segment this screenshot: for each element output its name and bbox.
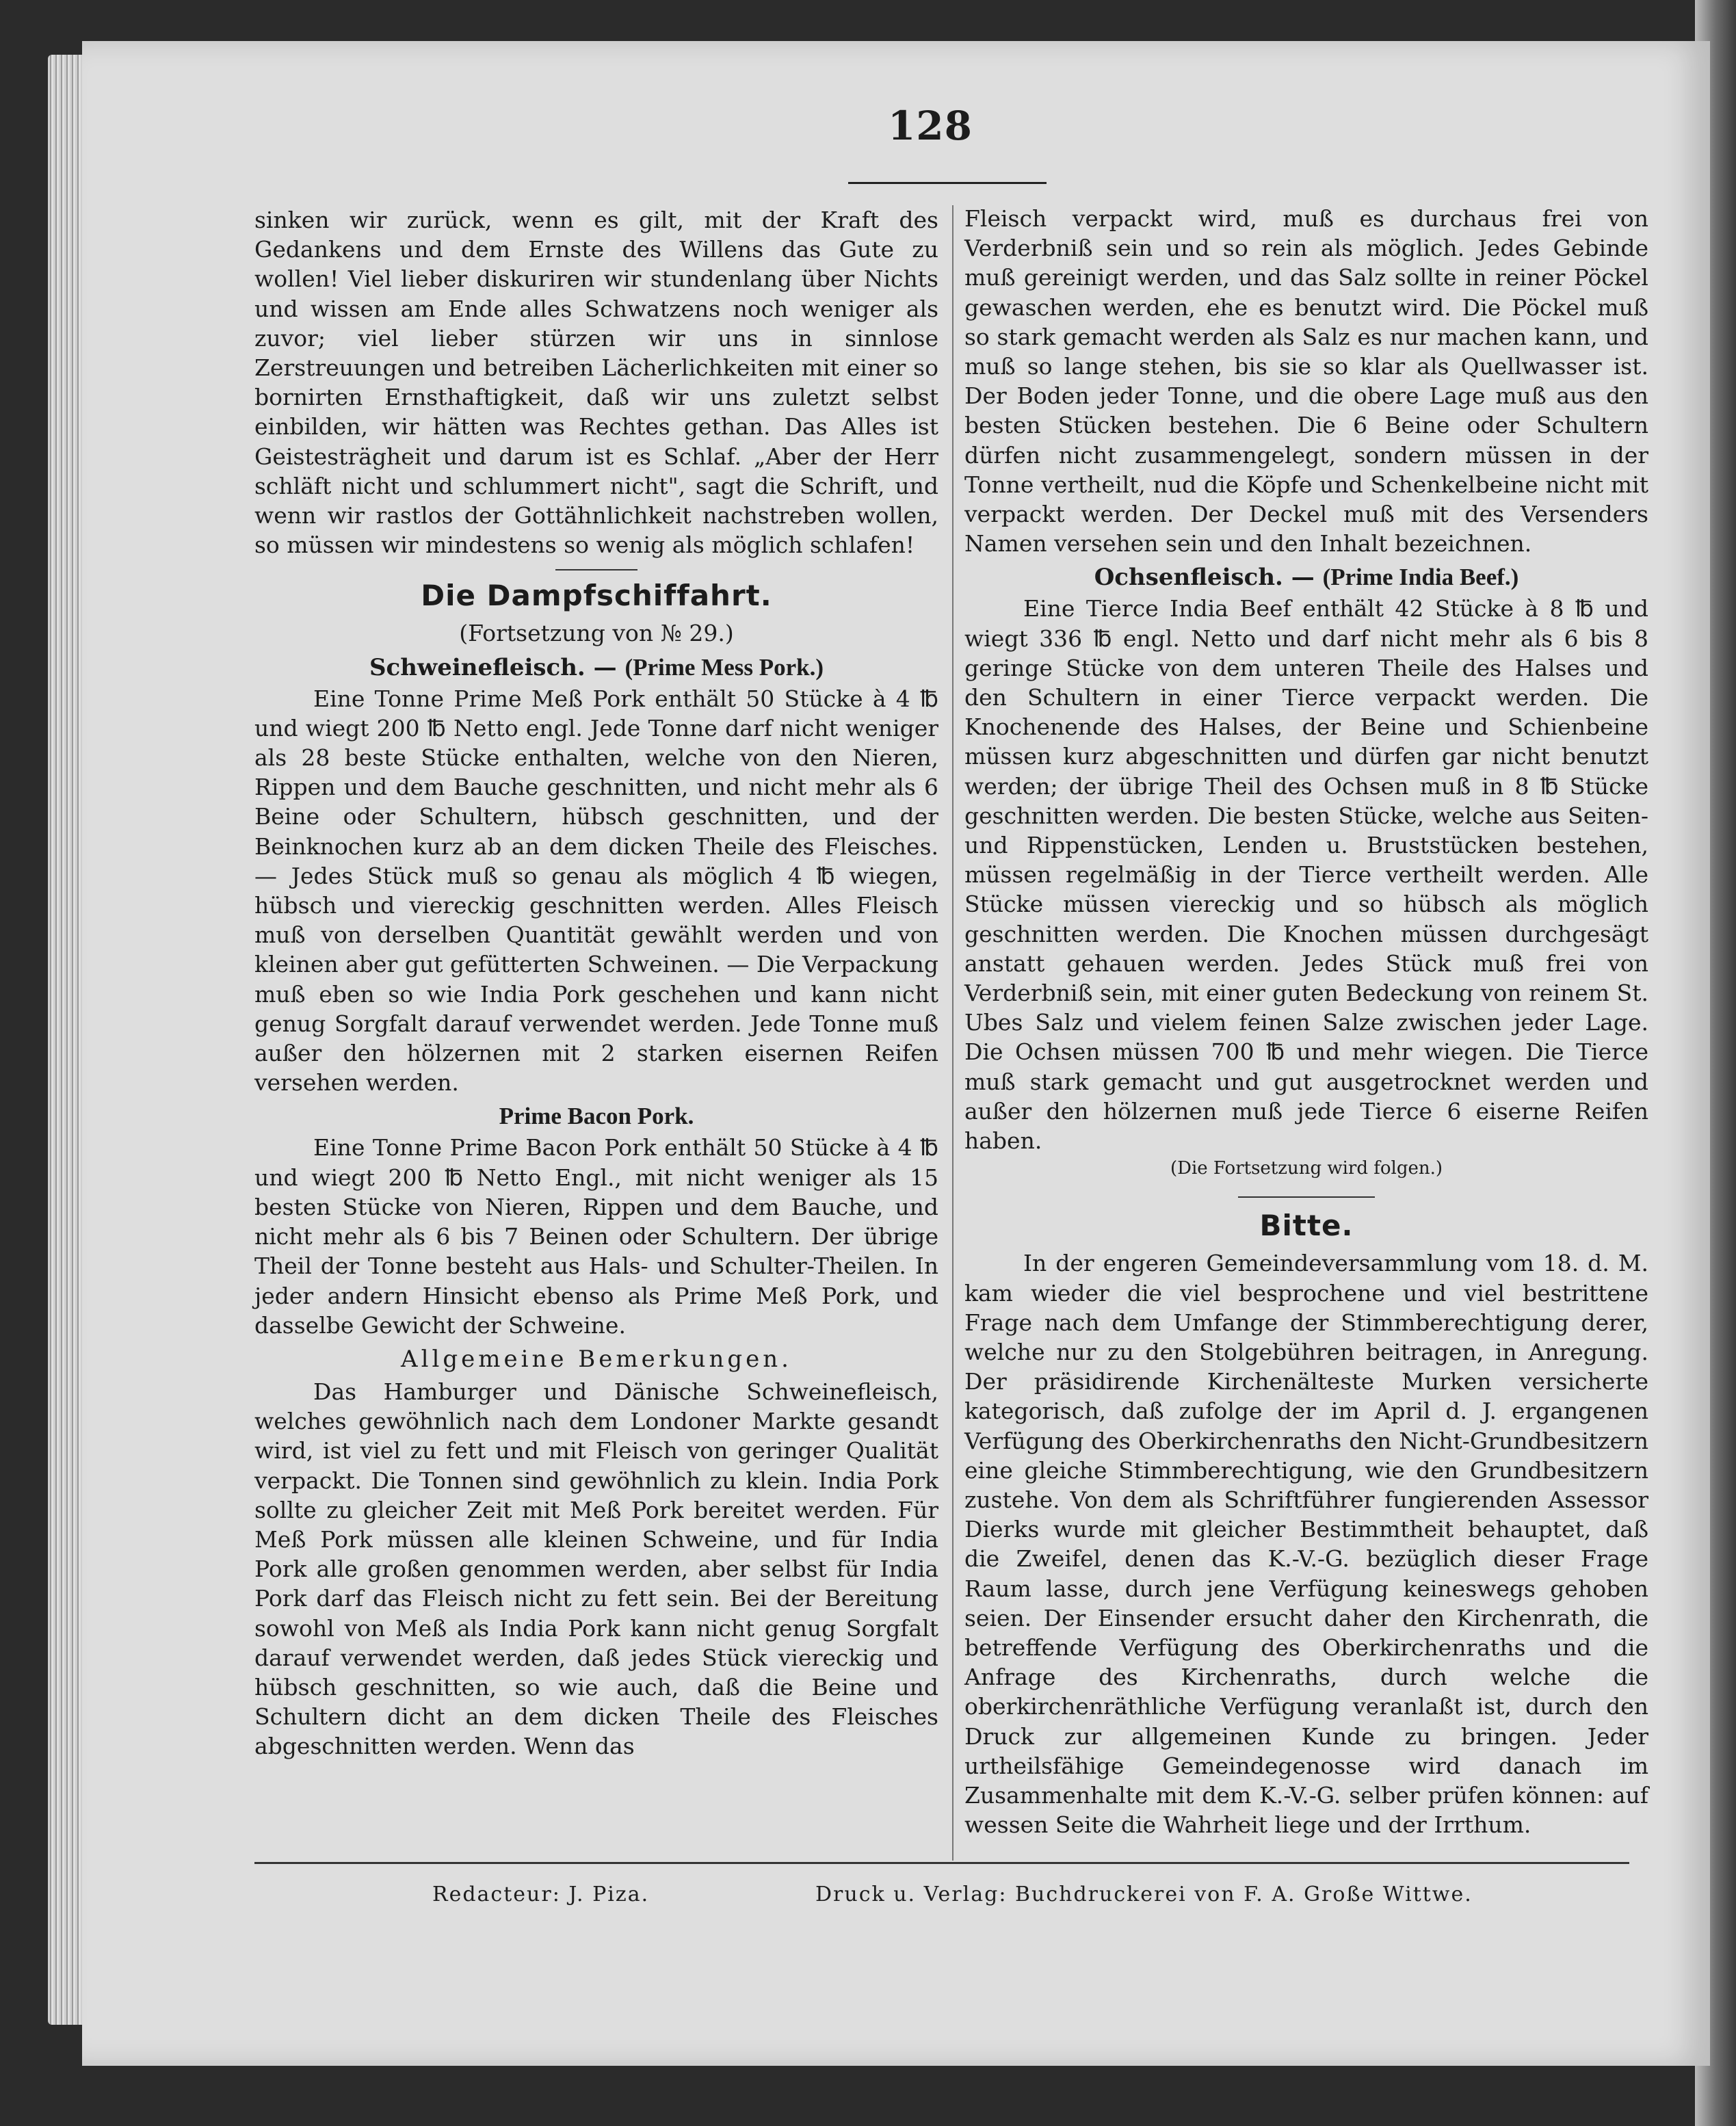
section-divider xyxy=(555,569,637,570)
page-number: 128 xyxy=(887,103,973,149)
article-subtitle: (Fortsetzung von № 29.) xyxy=(459,620,734,647)
column-divider xyxy=(952,205,954,1861)
section-paragraph: Eine Tonne Prime Bacon Pork enthält 50 Stücke à 4 ℔ und wiegt 200 ℔ Netto Engl., mit nicht weniger als 15 besten Stücke von Nieren, Rippen und dem Bauche, und nicht mehr als 6 bis 7 Beinen oder Schultern. Der übrige Theil der Tonne besteht aus Hals- und Schulter-Theilen. In jeder andern Hinsicht ebenso als Prime Meß Pork, und dasselbe Gewicht der Schweine. xyxy=(254,1134,938,1339)
continued-note: (Die Fortsetzung wird folgen.) xyxy=(1170,1158,1443,1179)
notice-title: Bitte. xyxy=(1259,1209,1354,1243)
article-title: Die Dampfschiffahrt. xyxy=(421,579,772,613)
section-paragraph: Das Hamburger und Dänische Schweinefleisch, welches gewöhnlich nach dem Londoner Markte gesandt wird, ist viel zu fett und mit Fleisch von geringer Qualität verpackt. Die Tonnen sind gewöhnlich zu klein. India Pork sollte zu gleicher Zeit mit Meß Pork bereitet werden. Für Meß Pork müssen alle kleinen Schweine, und für India Pork alle großen genommen werden, aber selbst für India Pork darf das Fleisch nicht zu fett sein. Bei der Bereitung sowohl von Meß als India Pork kann nicht genug Sorgfalt darauf verwendet werden, daß jedes Stück viereckig und hübsch geschnitten, so wie auch, daß die Beine und Schultern dicht an dem dicken Theile des Fleisches abgeschnitten werden. Wenn das xyxy=(254,1378,938,1760)
section-heading-en: Prime Bacon Pork. xyxy=(499,1103,694,1130)
continuation-paragraph: Fleisch verpackt wird, muß es durchaus frei von Verderbniß sein und so rein als möglich. Jedes Gebinde muß gereinigt werden, und das Salz sollte in reiner Pöckel gewaschen werden, ehe es benutzt wird. Die Pöckel muß so stark gemacht werden als Salz es nur machen kann, und muß so lange stehen, bis sie so klar als Quellwasser ist. Der Boden jeder Tonne, und die obere Lage muß aus den besten Stücken bestehen. Die 6 Beine oder Schultern dürfen nicht zusammengelegt, sondern müssen in der Tonne vertheilt, nud die Köpfe und Schenkelbeine nicht mit verpackt werden. Der Deckel muß mit des Versenders Namen versehen sein und den Inhalt bezeichnen. xyxy=(964,205,1648,557)
right-column xyxy=(964,204,1648,1839)
printer-credit: Druck u. Verlag: Buchdruckerei von F. A. Große Wittwe. xyxy=(815,1882,1473,1906)
section-heading-beef xyxy=(964,562,1648,592)
section-heading-bacon xyxy=(254,1101,938,1131)
section-paragraph: Eine Tonne Prime Meß Pork enthält 50 Stücke à 4 ℔ und wiegt 200 ℔ Netto engl. Jede Tonne darf nicht weniger als 28 beste Stücke enthalten, welche von den Nieren, Rippen und dem Bauche geschnitten, und nicht mehr als 6 Beine oder Schultern, hübsch geschnitten, und der Beinknochen kurz ab an dem dicken Theile des Fleisches. — Jedes Stück muß so genau als möglich 4 ℔ wiegen, hübsch und viereckig geschnitten werden. Alles Fleisch muß von derselben Quantität gewählt werden und von kleinen aber gut gefütterten Schweinen. — Die Verpackung muß eben so wie India Pork geschehen und kann nicht genug Sorgfalt darauf verwendet werden. Jede Tonne muß außer den hölzernen mit 2 starken eisernen Reifen versehen werden. xyxy=(254,685,938,1097)
footer-rule xyxy=(254,1862,1629,1864)
left-column xyxy=(254,205,938,1761)
section-heading-de: Ochsenfleisch. — xyxy=(1094,564,1315,592)
header-rule xyxy=(848,182,1047,184)
section-paragraph: Eine Tierce India Beef enthält 42 Stücke à 8 ℔ und wiegt 336 ℔ engl. Netto und darf nicht mehr als 6 bis 8 geringe Stücke von dem unteren Theile des Halses und den Schultern in einer Tierce verpackt werden. Die Knochenende des Halses, der Beine und Schienbeine müssen kurz abgeschnitten und dürfen gar nicht benutzt werden; der übrige Theil des Ochsen muß in 8 ℔ Stücke geschnitten werden. Die besten Stücke, welche aus Seiten- und Rippenstücken, Lenden u. Bruststücken bestehen, müssen regelmäßig in der Tierce vertheilt werden. Alle Stücke müssen viereckig und so hübsch als möglich geschnitten werden. Die Knochen müssen durchgesägt anstatt gehauen werden. Jedes Stück muß frei von Verderbniß sein, mit einer guten Bedeckung von reinem St. Ubes Salz und vielem feinen Salze zwischen jeder Lage. Die Ochsen müssen 700 ℔ und mehr wiegen. Die Tierce muß stark gemacht und gut ausgetrocknet werden und außer den hölzernen muß jede Tierce 6 eiserne Reifen haben. xyxy=(964,595,1648,1155)
section-heading-en: (Prime India Beef.) xyxy=(1322,564,1519,591)
section-heading-de: Schweinefleisch. — xyxy=(369,653,617,681)
editor-credit: Redacteur: J. Piza. xyxy=(432,1882,650,1906)
section-heading-pork xyxy=(254,653,938,683)
notice-paragraph: In der engeren Gemeindeversammlung vom 18. d. M. kam wieder die viel besprochene und viel bestrittene Frage nach dem Umfange der Stimmberechtigung derer, welche nur zu den Stolgebühren beitragen, in Anregung. Der präsidirende Kirchenälteste Murken versicherte kategorisch, daß zufolge der im April d. J. ergangenen Verfügung des Oberkirchenraths den Nicht-Grundbesitzern eine gleiche Stimmberechtigung, wie den Grundbesitzern zustehe. Von dem als Schriftführer fungierenden Assessor Dierks wurde mit gleicher Bestimmtheit behauptet, daß die Zweifel, denen das K.-V.-G. bezüglich dieser Frage Raum lasse, durch jene Verfügung keineswegs gehoben seien. Der Einsender ersucht daher den Kirchenrath, die betreffende Verfügung des Oberkirchenraths und die Anfrage des Kirchenraths, durch welche die oberkirchenräthliche Verfügung veranlaßt ist, durch den Druck zur allgemeinen Kunde zu bringen. Jeder urtheilsfähige Gemeindegenosse wird danach im Zusammenhalte mit dem K.-V.-G. selber prüfen können: auf wessen Seite die Wahrheit liege und der Irrthum. xyxy=(964,1250,1648,1839)
intro-paragraph: sinken wir zurück, wenn es gilt, mit der Kraft des Gedankens und dem Ernste des Willens das Gute zu wollen! Viel lieber diskuriren wir stundenlang über Nichts und wissen am Ende alles Schwatzens noch weniger als zuvor; viel lieber stürzen wir uns in sinnlose Zerstreuungen und betreiben Lächerlichkeiten mit einer so bornirten Ernsthaftigkeit, daß wir uns zuletzt selbst einbilden, wir hätten was Rechtes gethan. Das Alles ist Geistesträgheit und darum ist es Schlaf. „Aber der Herr schläft nicht und schlummert nicht", sagt die Schrift, und wenn wir rastlos der Gottähnlichkeit nachstreben wollen, so müssen wir mindestens so wenig als möglich schlafen! xyxy=(254,207,938,559)
section-heading-en: (Prime Mess Pork.) xyxy=(624,653,824,681)
section-heading-remarks: Allgemeine Bemerkungen. xyxy=(401,1345,792,1373)
section-divider xyxy=(1238,1196,1375,1198)
